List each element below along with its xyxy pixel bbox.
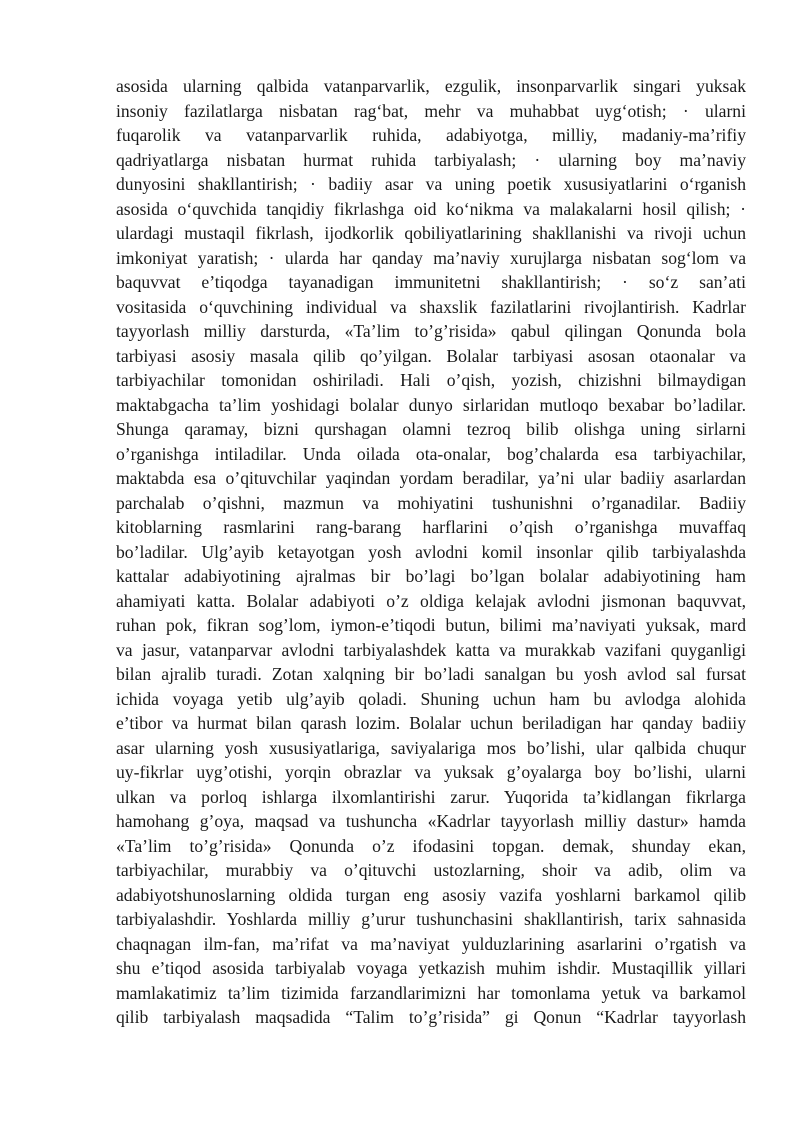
text-line: tayyorlash milliy darsturda, «Ta’lim to’g’risida» qabul qilingan Qonunda bola bbox=[116, 321, 746, 341]
text-line: tarbiyachilar tomonidan oshiriladi. Hali o’qish, yozish, chizishni bilmaydigan bbox=[116, 370, 746, 390]
text-line: hamohang g’oya, maqsad va tushuncha «Kadrlar tayyorlash milliy dastur» hamda bbox=[116, 811, 746, 831]
text-line: qadriyatlarga nisbatan hurmat ruhida tarbiyalash; · ularning boy ma’naviy bbox=[116, 149, 746, 170]
text-line: asosida o‘quvchida tanqidiy fikrlashga oid ko‘nikma va malakalarni hosil qilish; · bbox=[116, 198, 746, 219]
text-line: ahamiyati katta. Bolalar adabiyoti o’z oldiga kelajak avlodni jismonan baquvvat, bbox=[116, 590, 746, 611]
text-line: tarbiyalashdir. Yoshlarda milliy g’urur tushunchasini shakllantirish, tarix sahnasida bbox=[116, 909, 746, 929]
text-line: fuqarolik va vatanparvarlik ruhida, adabiyotga, milliy, madaniy-ma’rifiy bbox=[116, 125, 746, 145]
text-line: kattalar adabiyotining ajralmas bir bo’lagi bo’lgan bolalar adabiyotining ham bbox=[116, 566, 746, 586]
text-line: tarbiyasi asosiy masala qilib qo’yilgan. Bolalar tarbiyasi asosan otaonalar va bbox=[116, 345, 746, 366]
text-line: chaqnagan ilm-fan, ma’rifat va ma’naviyat yulduzlarining asarlarini o’rgatish va bbox=[116, 933, 746, 954]
text-line: e’tibor va hurmat bilan qarash lozim. Bolalar uchun beriladigan har qanday badiiy bbox=[116, 713, 746, 733]
text-line: Shunga qaramay, bizni qurshagan olamni tezroq bilib olishga uning sirlarni bbox=[116, 419, 746, 439]
text-line: o’rganishga intiladilar. Unda oilada ota-onalar, bog’chalarda esa tarbiyachilar, bbox=[116, 443, 746, 464]
text-line: asar ularning yosh xususiyatlariga, saviyalariga mos bo’lishi, ular qalbida chuqur bbox=[116, 737, 746, 758]
text-line: bo’ladilar. Ulg’ayib ketayotgan yosh avlodni komil insonlar qilib tarbiyalashda bbox=[116, 541, 746, 562]
text-line: ichida voyaga yetib ulg’ayib qoladi. Shuning uchun ham bu avlodga alohida bbox=[116, 688, 746, 709]
text-line: imkoniyat yaratish; · ularda har qanday ma’naviy xurujlarga nisbatan sog‘lom va bbox=[116, 247, 746, 268]
text-line: baquvvat e’tiqodga tayanadigan immunitetni shakllantirish; · so‘z san’ati bbox=[116, 272, 746, 292]
text-line: uy-fikrlar uyg’otishi, yorqin obrazlar va yuksak g’oyalarga boy bo’lishi, ularni bbox=[116, 762, 746, 782]
text-line: vositasida o‘quvchining individual va shaxslik fazilatlarini rivojlantirish. Kadrlar bbox=[116, 296, 746, 317]
text-line: va jasur, vatanparvar avlodni tarbiyalashdek katta va murakkab vazifani quyganligi bbox=[116, 639, 746, 660]
text-line: «Ta’lim to’g’risida» Qonunda o’z ifodasini topgan. demak, shunday ekan, bbox=[116, 835, 746, 856]
text-line: kitoblarning rasmlarini rang-barang harflarini o’qish o’rganishga muvaffaq bbox=[116, 517, 746, 537]
text-line: maktabda esa o’qituvchilar yaqindan yordam beradilar, ya’ni ular badiiy asarlardan bbox=[116, 468, 746, 488]
body-text bbox=[116, 74, 746, 1030]
text-line: qilib tarbiyalash maqsadida “Talim to’g’risida” gi Qonun “Kadrlar tayyorlash bbox=[116, 1007, 746, 1027]
text-line: ulkan va porloq ishlarga ilxomlantirishi zarur. Yuqorida ta’kidlangan fikrlarga bbox=[116, 786, 746, 807]
text-line: tarbiyachilar, murabbiy va o’qituvchi ustozlarning, shoir va adib, olim va bbox=[116, 860, 746, 880]
text-line: bilan ajralib turadi. Zotan xalqning bir bo’ladi sanalgan bu yosh avlod sal fursat bbox=[116, 664, 746, 684]
text-line: dunyosini shakllantirish; · badiiy asar va uning poetik xususiyatlarini o‘rganish bbox=[116, 174, 746, 194]
text-line: ruhan pok, fikran sog’lom, iymon-e’tiqodi butun, bilimi ma’naviyati yuksak, mard bbox=[116, 615, 746, 635]
text-line: ulardagi mustaqil fikrlash, ijodkorlik qobiliyatlarining shakllanishi va rivoji uchun bbox=[116, 223, 746, 243]
text-line: adabiyotshunoslarning oldida turgan eng asosiy vazifa yoshlarni barkamol qilib bbox=[116, 884, 746, 905]
text-line: shu e’tiqod asosida tarbiyalab voyaga yetkazish muhim ishdir. Mustaqillik yillari bbox=[116, 958, 746, 978]
text-line: parchalab o’qishni, mazmun va mohiyatini tushunishni o’rganadilar. Badiiy bbox=[116, 492, 746, 513]
text-line: mamlakatimiz ta’lim tizimida farzandlarimizni har tomonlama yetuk va barkamol bbox=[116, 982, 746, 1003]
text-line: asosida ularning qalbida vatanparvarlik, ezgulik, insonparvarlik singari yuksak bbox=[116, 76, 746, 96]
text-line: insoniy fazilatlarga nisbatan rag‘bat, mehr va muhabbat uyg‘otish; · ularni bbox=[116, 100, 746, 121]
text-line: maktabgacha ta’lim yoshidagi bolalar dunyo sirlaridan mutloqo bexabar bo’ladilar. bbox=[116, 394, 746, 415]
